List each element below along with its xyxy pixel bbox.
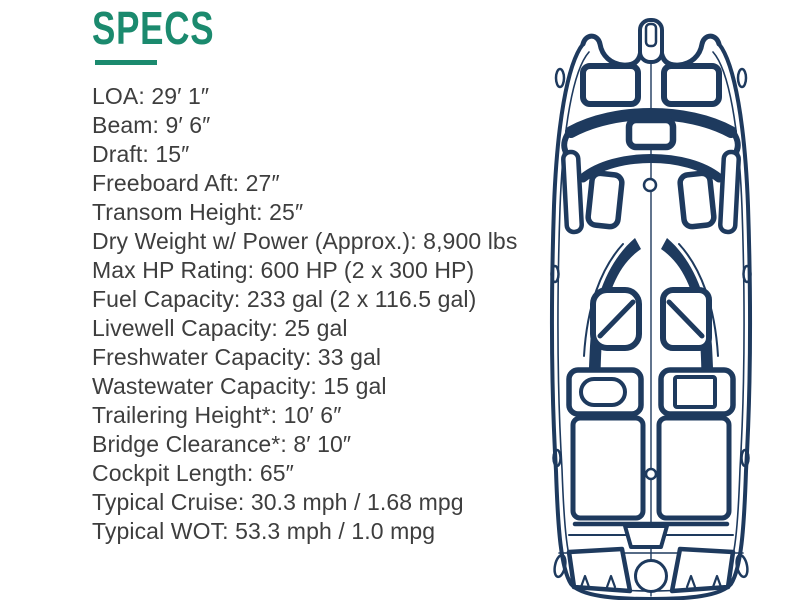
spec-separator: : — [310, 372, 324, 399]
spec-value: 25″ — [269, 198, 304, 225]
spec-separator: : — [232, 169, 246, 196]
spec-label: Draft — [92, 140, 143, 167]
page-title: SPECS — [92, 2, 215, 54]
spec-row — [92, 343, 562, 372]
specs-section — [92, 4, 562, 546]
spec-row — [92, 169, 562, 198]
spec-row — [92, 256, 562, 285]
spec-value: 15″ — [155, 140, 190, 167]
spec-separator: : — [237, 488, 251, 515]
spec-value: 33 gal — [317, 343, 382, 370]
spec-row — [92, 198, 562, 227]
spec-value: 600 HP (2 x 300 HP) — [260, 256, 475, 283]
spec-label: Livewell Capacity — [92, 314, 272, 341]
spec-separator: : — [222, 517, 236, 544]
spec-value: 30.3 mph / 1.68 mpg — [250, 488, 464, 515]
spec-value: 10′ 6″ — [283, 401, 342, 428]
spec-label: Bridge Clearance* — [92, 430, 281, 457]
spec-row — [92, 314, 562, 343]
anchor-roller — [640, 20, 662, 62]
spec-separator: : — [410, 227, 424, 254]
spec-value: 15 gal — [323, 372, 387, 399]
spec-label: Typical WOT — [92, 517, 223, 544]
spec-label: Beam — [92, 111, 153, 138]
title-underline — [95, 60, 157, 65]
spec-value: 27″ — [245, 169, 280, 196]
spec-label: Freshwater Capacity — [92, 343, 305, 370]
spec-value: 25 gal — [284, 314, 348, 341]
spec-label: Wastewater Capacity — [92, 372, 311, 399]
spec-separator: : — [280, 430, 294, 457]
spec-separator: : — [271, 314, 285, 341]
spec-row — [92, 82, 562, 111]
spec-row — [92, 517, 562, 546]
spec-row — [92, 372, 562, 401]
spec-separator: : — [247, 256, 261, 283]
spec-row — [92, 430, 562, 459]
spec-value: 29′ 1″ — [151, 82, 210, 109]
spec-label: Freeboard Aft — [92, 169, 233, 196]
spec-label: LOA — [92, 82, 139, 109]
spec-row — [92, 285, 562, 314]
spec-row — [92, 488, 562, 517]
spec-value: 233 gal (2 x 116.5 gal) — [246, 285, 477, 312]
spec-separator: : — [256, 198, 270, 225]
spec-label: Fuel Capacity — [92, 285, 234, 312]
spec-row — [92, 227, 562, 256]
spec-separator: : — [152, 111, 166, 138]
spec-label: Max HP Rating — [92, 256, 248, 283]
spec-value: 53.3 mph / 1.0 mpg — [235, 517, 436, 544]
spec-separator: : — [246, 459, 260, 486]
spec-value: 9′ 6″ — [165, 111, 211, 138]
spec-separator: : — [142, 140, 156, 167]
spec-value: 8,900 lbs — [423, 227, 518, 254]
center-console-hatch — [629, 120, 673, 147]
spec-separator: : — [270, 401, 284, 428]
spec-label: Trailering Height* — [92, 401, 271, 428]
spec-label: Cockpit Length — [92, 459, 247, 486]
spec-label: Transom Height — [92, 198, 257, 225]
spec-label: Dry Weight w/ Power (Approx.) — [92, 227, 411, 254]
spec-row — [92, 140, 562, 169]
boat-topview-illustration — [543, 6, 759, 600]
spec-list — [92, 82, 562, 546]
spec-value: 65″ — [259, 459, 294, 486]
spec-row — [92, 401, 562, 430]
spec-label: Typical Cruise — [92, 488, 238, 515]
spec-separator: : — [138, 82, 152, 109]
spec-row — [92, 111, 562, 140]
spec-separator: : — [233, 285, 247, 312]
spec-value: 8′ 10″ — [293, 430, 352, 457]
deck-fittings — [644, 179, 656, 479]
boat-illustration-container — [543, 6, 759, 600]
spec-separator: : — [304, 343, 318, 370]
spec-row — [92, 459, 562, 488]
